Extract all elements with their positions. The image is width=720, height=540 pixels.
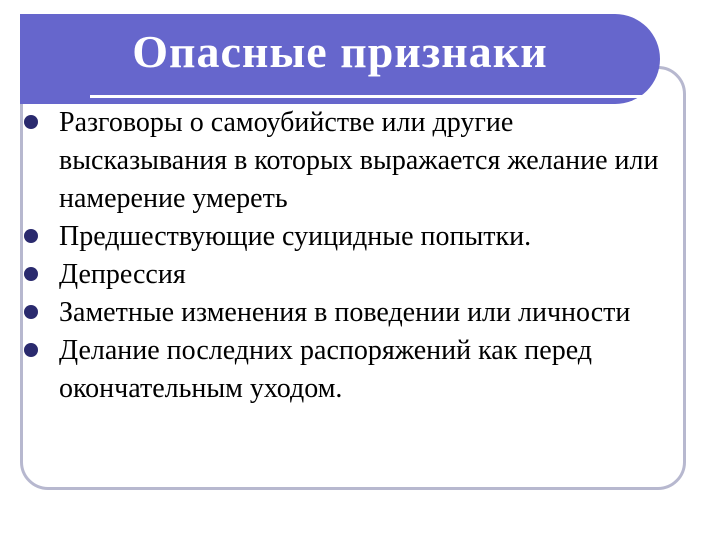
list-item: [24, 294, 684, 332]
list-item: [24, 332, 684, 408]
list-item: [24, 256, 684, 294]
bullet-dot-icon: [24, 305, 38, 319]
bullet-dot-icon: [24, 267, 38, 281]
bullet-dot-icon: [24, 115, 38, 129]
bullet-text: Заметные изменения в поведении или личности: [59, 297, 631, 328]
list-item: [24, 218, 684, 256]
bullet-text: Разговоры о самоубийстве или другие высказывания в которых выражается желание или намерение умереть: [59, 107, 659, 214]
bullet-dot-icon: [24, 343, 38, 357]
bullet-text: Предшествующие суицидные попытки.: [59, 221, 532, 252]
slide-title: Опасные признаки: [132, 26, 548, 77]
bullet-text: Делание последних распоряжений как перед окончательным уходом.: [59, 335, 593, 404]
title-underline: [90, 95, 650, 98]
bullet-dot-icon: [24, 229, 38, 243]
bullet-text: Депрессия: [59, 259, 186, 290]
list-item: [24, 104, 684, 218]
bullet-list: [24, 104, 684, 408]
